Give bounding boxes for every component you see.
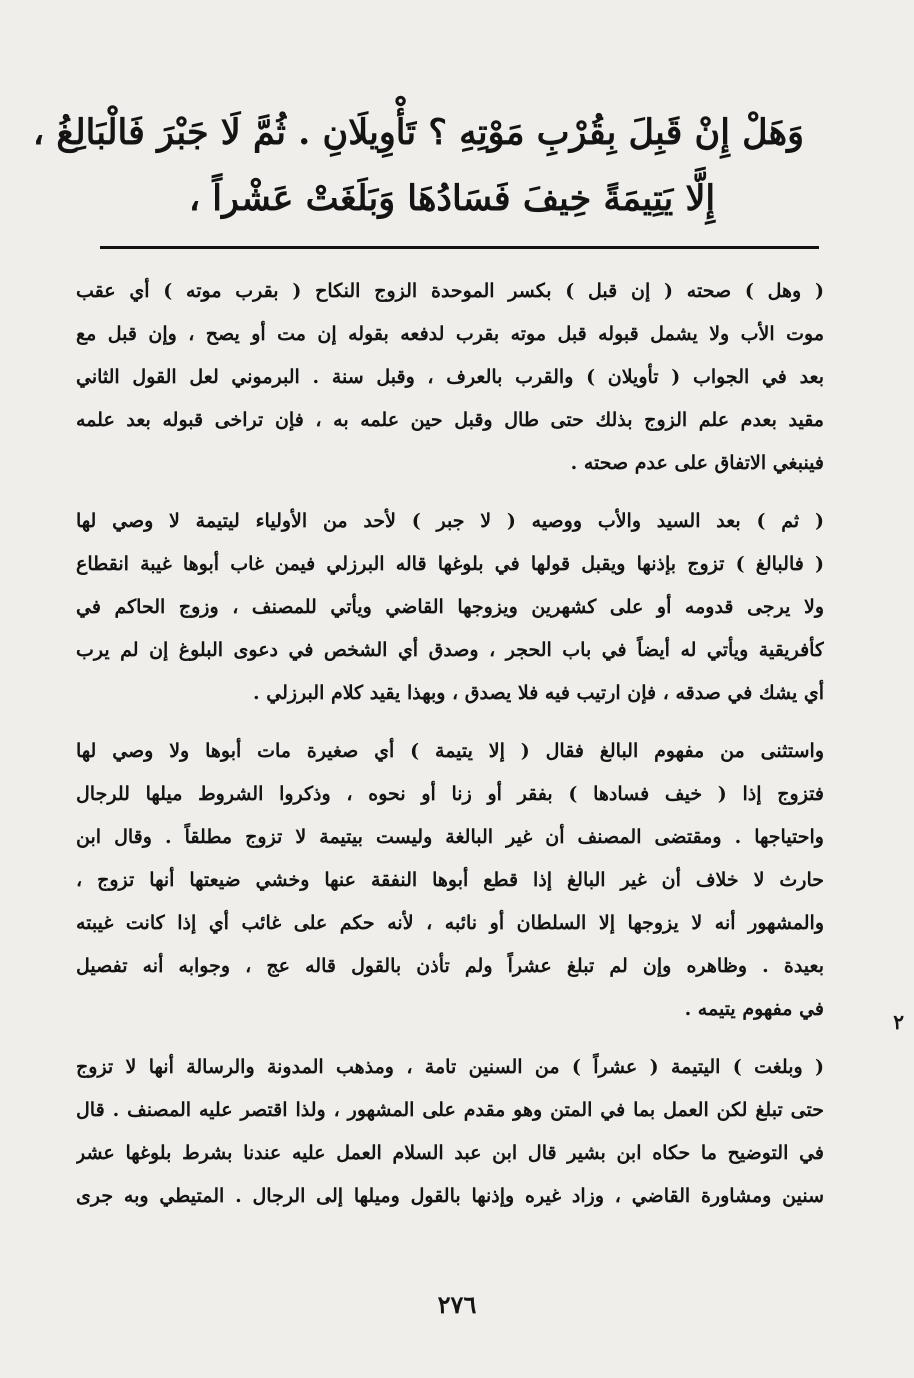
text-line: في التوضيح ما حكاه ابن بشير قال ابن عبد السلام العمل عليه عندنا بشرط بلوغها عشر <box>76 1142 824 1164</box>
page-number: ٢٧٦ <box>437 1290 477 1319</box>
text-line: بعيدة . وظاهره وإن لم تبلغ عشراً ولم تأذن بالقول قاله عج ، وجوابه أنه تفصيل <box>76 955 824 977</box>
text-line: سنين ومشاورة القاضي ، وزاد غيره وإذنها بالقول وميلها إلى الرجال . المتيطي وبه جرى <box>76 1185 824 1207</box>
paragraph-gap <box>76 485 824 500</box>
text-line: ( وهل ) صحته ( إن قبل ) بكسر الموحدة الزوج النكاح ( بقرب موته ) أي عقب <box>76 280 824 302</box>
text-line: حارث لا خلاف أن غير البالغ إذا قطع أبوها النفقة عنها وخشي ضيعتها أنها تزوج ، <box>76 869 824 891</box>
text-line: فتزوج إذا ( خيف فسادها ) بفقر أو زنا أو نحوه ، وذكروا الشروط ميلها للرجال <box>76 783 824 805</box>
text-line: ( وبلغت ) اليتيمة ( عشراً ) من السنين تامة ، ومذهب المدونة والرسالة أنها لا تزوج <box>76 1056 824 1078</box>
text-line: في مفهوم يتيمه . <box>684 998 824 1020</box>
commentary-paragraph-3 <box>76 730 824 1031</box>
margin-mark: ٢ <box>893 1010 904 1034</box>
text-line: أي يشك في صدقه ، فإن ارتيب فيه فلا يصدق ، وبهذا يقيد كلام البرزلي . <box>253 682 824 704</box>
text-line: كأفريقية ويأتي له أيضاً في باب الحجر ، وصدق أي الشخص في دعوى البلوغ إن لم يرب <box>76 639 824 661</box>
text-line: بعد في الجواب ( تأويلان ) والقرب بالعرف ، وقبل سنة . البرموني لعل القول الثاني <box>76 366 824 388</box>
matn-line-2: إِلَّا يَتِيمَةً خِيفَ فَسَادُهَا وَبَلَغَتْ عَشْراً ، <box>188 178 716 219</box>
matn-line-1: وَهَلْ إِنْ قَبِلَ بِقُرْبِ مَوْتِهِ ؟ تَأْوِيلَانِ . ثُمَّ لَا جَبْرَ فَالْبَالِغُ ، <box>32 112 804 153</box>
commentary-paragraph-2 <box>76 500 824 715</box>
paragraph-gap <box>76 715 824 730</box>
matn-text <box>32 100 804 232</box>
text-line: والمشهور أنه لا يزوجها إلا السلطان أو نائبه ، لأنه حكم على غائب أي إذا كانت غيبته <box>76 912 824 934</box>
text-line: حتى تبلغ لكن العمل بما في المتن وهو مقدم على المشهور ، ولذا اقتصر عليه المصنف . قال <box>76 1099 824 1121</box>
text-line: فينبغي الاتفاق على عدم صحته . <box>570 452 824 474</box>
text-line: ( فالبالغ ) تزوج بإذنها ويقبل قولها في بلوغها قاله البرزلي فيمن غاب أبوها غيبة انقطاع <box>76 553 824 575</box>
text-line: واحتياجها . ومقتضى المصنف أن غير البالغة وليست بيتيمة لا تزوج مطلقاً . وقال ابن <box>76 826 824 848</box>
paragraph-gap <box>76 1031 824 1046</box>
commentary-paragraph-1 <box>76 270 824 485</box>
text-line: موت الأب ولا يشمل قبوله قبل موته بقرب لدفعه بقوله إن مت أو يصح ، وإن قبل مع <box>76 323 824 345</box>
commentary-text <box>76 270 824 1218</box>
separator-rule <box>100 246 819 249</box>
text-line: ولا يرجى قدومه أو على كشهرين ويزوجها القاضي ويأتي للمصنف ، وزوج الحاكم في <box>76 596 824 618</box>
text-line: ( ثم ) بعد السيد والأب ووصيه ( لا جبر ) لأحد من الأولياء ليتيمة لا وصي لها <box>76 510 824 532</box>
text-line: واستثنى من مفهوم البالغ فقال ( إلا يتيمة ) أي صغيرة مات أبوها ولا وصي لها <box>76 740 824 762</box>
text-line: مقيد بعدم علم الزوج بذلك حتى طال وقبل حين علمه به ، فإن تراخى قبوله بعد علمه <box>76 409 824 431</box>
commentary-paragraph-4 <box>76 1046 824 1218</box>
